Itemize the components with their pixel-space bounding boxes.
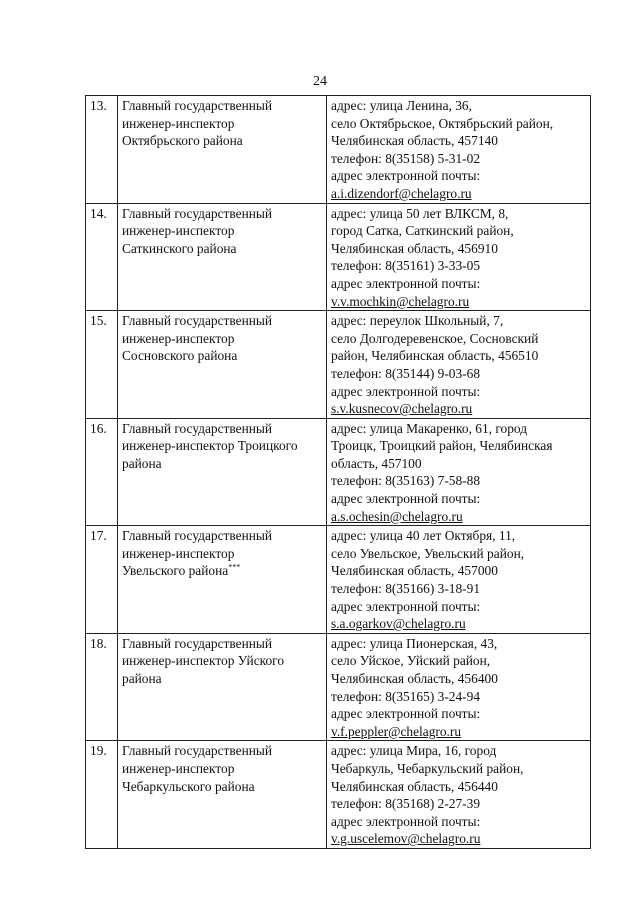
position-line-2: инженер-инспектор Уйского bbox=[122, 653, 285, 669]
email-link[interactable]: s.a.ogarkov@chelagro.ru bbox=[331, 616, 466, 632]
row-number: 14. bbox=[86, 203, 118, 311]
email-label: адрес электронной почты: bbox=[331, 598, 481, 614]
position-line-2: инженер-инспектор bbox=[122, 330, 235, 346]
email-link[interactable]: v.f.peppler@chelagro.ru bbox=[331, 723, 462, 739]
position-line-3-text: Увельского района bbox=[122, 563, 229, 579]
position-line-3 bbox=[122, 562, 322, 580]
contact-cell bbox=[327, 526, 591, 634]
position-line-3 bbox=[122, 240, 322, 258]
position-cell bbox=[118, 418, 327, 526]
address-line-1: адрес: улица Макаренко, 61, город bbox=[331, 420, 528, 436]
position-line-1: Главный государственный bbox=[122, 528, 273, 544]
table-row bbox=[86, 203, 591, 311]
row-number: 17. bbox=[86, 526, 118, 634]
contact-cell bbox=[327, 96, 591, 204]
address-line-2: село Долгодеревенское, Сосновский bbox=[331, 330, 539, 346]
position-line-1: Главный государственный bbox=[122, 98, 273, 113]
email-link[interactable]: v.v.mochkin@chelagro.ru bbox=[331, 293, 470, 309]
contacts-table bbox=[85, 95, 591, 849]
position-cell bbox=[118, 526, 327, 634]
address-line-2: город Сатка, Саткинский район, bbox=[331, 223, 514, 239]
position-line-3 bbox=[122, 778, 322, 796]
page-number: 24 bbox=[313, 74, 327, 89]
row-number: 13. bbox=[86, 96, 118, 204]
position-line-2: инженер-инспектор bbox=[122, 115, 235, 131]
address-line-1: адрес: улица Ленина, 36, bbox=[331, 98, 472, 113]
email-label: адрес электронной почты: bbox=[331, 706, 481, 722]
table-row bbox=[86, 526, 591, 634]
position-line-3 bbox=[122, 132, 322, 150]
position-line-1: Главный государственный bbox=[122, 635, 273, 651]
position-line-3 bbox=[122, 455, 322, 473]
email-label: адрес электронной почты: bbox=[331, 491, 481, 507]
phone-line: телефон: 8(35165) 3-24-94 bbox=[331, 688, 481, 704]
position-line-1: Главный государственный bbox=[122, 313, 273, 329]
table-row bbox=[86, 96, 591, 204]
row-number: 18. bbox=[86, 633, 118, 741]
position-cell bbox=[118, 741, 327, 849]
contact-cell bbox=[327, 633, 591, 741]
phone-line: телефон: 8(35163) 7-58-88 bbox=[331, 473, 481, 489]
address-line-3: Челябинская область, 457140 bbox=[331, 133, 498, 149]
contact-cell bbox=[327, 203, 591, 311]
phone-line: телефон: 8(35158) 5-31-02 bbox=[331, 150, 481, 166]
email-label: адрес электронной почты: bbox=[331, 168, 481, 184]
table-row bbox=[86, 741, 591, 849]
address-line-2: село Октябрьское, Октябрьский район, bbox=[331, 115, 554, 131]
position-line-3-text: Сосновского района bbox=[122, 348, 238, 364]
email-link[interactable]: v.g.uscelemov@chelagro.ru bbox=[331, 831, 481, 847]
email-link[interactable]: s.v.kusnecov@chelagro.ru bbox=[331, 401, 473, 417]
address-line-1: адрес: улица 40 лет Октября, 11, bbox=[331, 528, 516, 544]
table-row bbox=[86, 418, 591, 526]
position-line-3-text: района bbox=[122, 671, 162, 686]
row-number: 16. bbox=[86, 418, 118, 526]
address-line-3: Челябинская область, 457000 bbox=[331, 563, 498, 579]
position-line-3-text: района bbox=[122, 455, 162, 471]
position-cell bbox=[118, 203, 327, 311]
position-line-2: инженер-инспектор bbox=[122, 223, 235, 239]
address-line-3: Челябинская область, 456440 bbox=[331, 778, 498, 794]
position-line-2: инженер-инспектор bbox=[122, 760, 235, 776]
email-label: адрес электронной почты: bbox=[331, 813, 481, 829]
email-label: адрес электронной почты: bbox=[331, 275, 481, 291]
position-line-1: Главный государственный bbox=[122, 420, 273, 436]
position-cell bbox=[118, 633, 327, 741]
position-line-3 bbox=[122, 670, 322, 688]
contact-cell bbox=[327, 311, 591, 419]
position-cell bbox=[118, 96, 327, 204]
address-line-2: село Уйское, Уйский район, bbox=[331, 653, 491, 669]
position-line-1: Главный государственный bbox=[122, 205, 273, 221]
address-line-2: Чебаркуль, Чебаркульский район, bbox=[331, 760, 524, 776]
address-line-2: село Увельское, Увельский район, bbox=[331, 545, 525, 561]
table-row bbox=[86, 311, 591, 419]
contacts-table-body bbox=[86, 96, 591, 849]
position-line-1: Главный государственный bbox=[122, 743, 273, 759]
phone-line: телефон: 8(35144) 9-03-68 bbox=[331, 365, 481, 381]
position-line-3-text: Чебаркульского района bbox=[122, 778, 255, 794]
address-line-2: Троицк, Троицкий район, Челябинская bbox=[331, 438, 553, 454]
address-line-3: Челябинская область, 456910 bbox=[331, 240, 498, 256]
address-line-3: Челябинская область, 456400 bbox=[331, 671, 498, 686]
contact-cell bbox=[327, 741, 591, 849]
table-row bbox=[86, 633, 591, 741]
row-number: 15. bbox=[86, 311, 118, 419]
row-number: 19. bbox=[86, 741, 118, 849]
position-line-3-text: Октябрьского района bbox=[122, 133, 243, 149]
footnote-mark: *** bbox=[228, 562, 241, 572]
position-line-3 bbox=[122, 347, 322, 365]
phone-line: телефон: 8(35161) 3-33-05 bbox=[331, 258, 481, 274]
phone-line: телефон: 8(35166) 3-18-91 bbox=[331, 581, 481, 597]
address-line-3: район, Челябинская область, 456510 bbox=[331, 348, 539, 364]
address-line-1: адрес: улица 50 лет ВЛКСМ, 8, bbox=[331, 205, 509, 221]
position-line-3-text: Саткинского района bbox=[122, 240, 237, 256]
phone-line: телефон: 8(35168) 2-27-39 bbox=[331, 796, 481, 812]
position-cell bbox=[118, 311, 327, 419]
email-link[interactable]: a.i.dizendorf@chelagro.ru bbox=[331, 185, 472, 201]
address-line-1: адрес: переулок Школьный, 7, bbox=[331, 313, 504, 329]
address-line-3: область, 457100 bbox=[331, 455, 422, 471]
address-line-1: адрес: улица Мира, 16, город bbox=[331, 743, 497, 759]
position-line-2: инженер-инспектор Троицкого bbox=[122, 438, 298, 454]
contact-cell bbox=[327, 418, 591, 526]
address-line-1: адрес: улица Пионерская, 43, bbox=[331, 635, 498, 651]
email-link[interactable]: a.s.ochesin@chelagro.ru bbox=[331, 508, 463, 524]
position-line-2: инженер-инспектор bbox=[122, 545, 235, 561]
email-label: адрес электронной почты: bbox=[331, 383, 481, 399]
